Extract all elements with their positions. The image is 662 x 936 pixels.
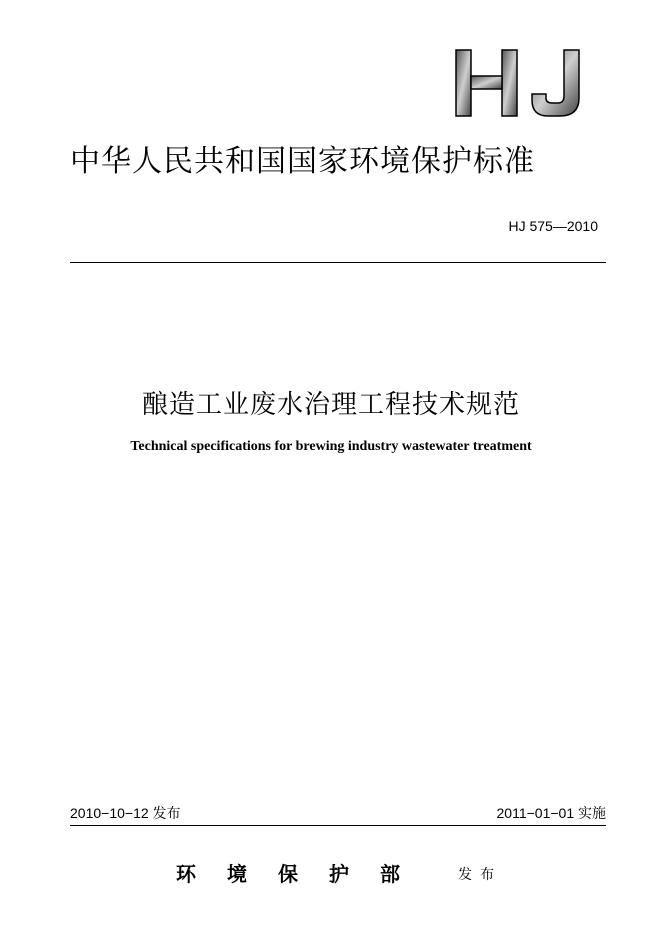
logo-letter-h bbox=[456, 50, 517, 116]
logo-letter-j bbox=[532, 50, 579, 116]
publisher-name: 环境保护部 bbox=[176, 862, 431, 886]
document-title-english: Technical specifications for brewing industry wastewater treatment bbox=[130, 439, 532, 454]
top-divider bbox=[70, 262, 606, 263]
document-title-chinese: 酿造工业废水治理工程技术规范 bbox=[141, 390, 520, 420]
publish-label: 发布 bbox=[458, 867, 502, 883]
implementation-date: 2011−01−01 实施 bbox=[496, 805, 606, 821]
agency-title: 中华人民共和国国家环境保护标准 bbox=[70, 144, 535, 179]
issue-date: 2010−10−12 发布 bbox=[70, 805, 181, 821]
bottom-divider bbox=[70, 825, 606, 826]
hj-logo bbox=[452, 46, 592, 120]
hj-logo-graphic bbox=[452, 46, 592, 120]
standard-number: HJ 575—2010 bbox=[508, 218, 598, 234]
